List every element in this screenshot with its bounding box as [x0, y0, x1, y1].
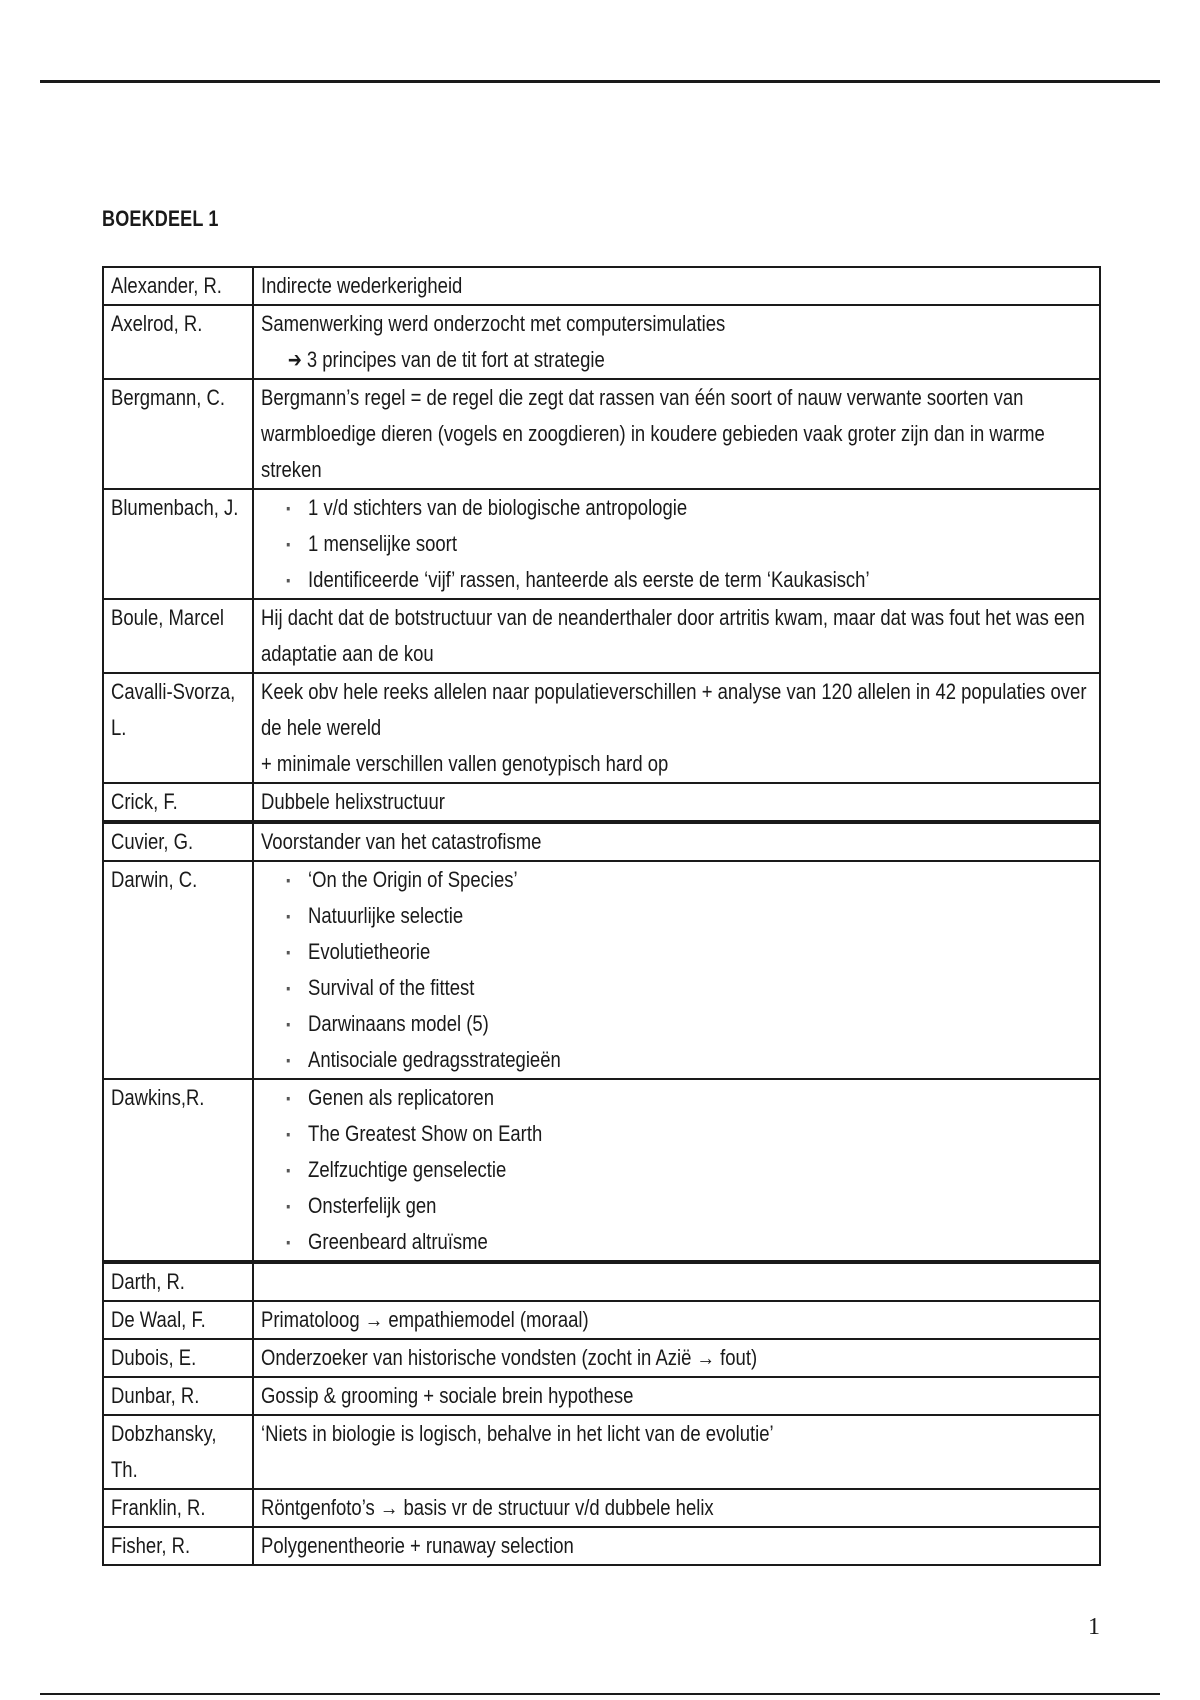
author-name-cell	[103, 1079, 253, 1262]
list-item: ▪ The Greatest Show on Earth	[286, 1116, 1092, 1152]
author-name: Alexander, R.	[111, 273, 222, 298]
description-cell	[253, 861, 1100, 1079]
author-name-cell	[103, 861, 253, 1079]
list-item: ▪ Genen als replicatoren	[286, 1080, 1092, 1116]
table-row	[103, 379, 1100, 489]
author-name-cell	[103, 599, 253, 673]
description-cell	[253, 822, 1100, 861]
author-name: Dubois, E.	[111, 1345, 197, 1370]
list-item: ▪ Antisociale gedragsstrategieën	[286, 1042, 1092, 1078]
description-cell	[253, 1527, 1100, 1565]
description-cell	[253, 1301, 1100, 1339]
description-line: + minimale verschillen vallen genotypisch hard op	[261, 751, 669, 776]
glossary-table	[102, 266, 1101, 1566]
list-item: ▪ Greenbeard altruïsme	[286, 1224, 1092, 1260]
author-name: Cavalli-Svorza, L.	[111, 679, 236, 740]
table-row	[103, 267, 1100, 305]
description-line: ‘Niets in biologie is logisch, behalve in het licht van de evolutie’	[261, 1421, 774, 1446]
list-item: ▪ Darwinaans model (5)	[286, 1006, 1092, 1042]
author-name: Bergmann, C.	[111, 385, 226, 410]
table-row	[103, 861, 1100, 1079]
table-row	[103, 599, 1100, 673]
description-line: Keek obv hele reeks allelen naar populatieverschillen + analyse van 120 allelen in 42 populaties over de hele wereld	[261, 679, 1087, 740]
list-item: ▪ Evolutietheorie	[286, 934, 1092, 970]
author-name-cell	[103, 1377, 253, 1415]
description-line: Hij dacht dat de botstructuur van de neanderthaler door artritis kwam, maar dat was fout het was een adaptatie aan de kou	[261, 605, 1085, 666]
description-line: Samenwerking werd onderzocht met computersimulaties	[261, 311, 726, 336]
author-name-cell	[103, 1339, 253, 1377]
author-name: Dawkins,R.	[111, 1085, 205, 1110]
author-name-cell	[103, 379, 253, 489]
author-name-cell	[103, 822, 253, 861]
author-name-cell	[103, 783, 253, 822]
description-line: Bergmann’s regel = de regel die zegt dat rassen van één soort of nauw verwante soorten van warmbloedige dieren (vogels en zoogdieren) in koudere gebieden vaak groter zijn dan in warme streken	[261, 385, 1045, 482]
table-row	[103, 1377, 1100, 1415]
description-cell	[253, 1339, 1100, 1377]
table-row	[103, 822, 1100, 861]
list-item: ▪ Identificeerde ‘vijf’ rassen, hanteerde als eerste de term ‘Kaukasisch’	[286, 562, 1092, 598]
description-line: Voorstander van het catastrofisme	[261, 829, 542, 854]
description-cell	[253, 1377, 1100, 1415]
arrow-right-icon: ➔	[287, 347, 302, 372]
description-line: Polygenentheorie + runaway selection	[261, 1533, 574, 1558]
table-row	[103, 783, 1100, 822]
description-cell	[253, 489, 1100, 599]
table-row	[103, 1339, 1100, 1377]
author-name: Dobzhansky, Th.	[111, 1421, 217, 1482]
table-row	[103, 673, 1100, 783]
description-line: Primatoloog → empathiemodel (moraal)	[261, 1307, 589, 1332]
author-name: Fisher, R.	[111, 1533, 191, 1558]
arrow-line	[261, 342, 1093, 378]
description-cell	[253, 267, 1100, 305]
description-cell	[253, 1079, 1100, 1262]
table-row	[103, 1527, 1100, 1565]
description-cell	[253, 783, 1100, 822]
bullet-list	[261, 490, 1093, 598]
table-row	[103, 1301, 1100, 1339]
list-item: ▪ Natuurlijke selectie	[286, 898, 1092, 934]
list-item: ▪ Onsterfelijk gen	[286, 1188, 1092, 1224]
author-name: Cuvier, G.	[111, 829, 194, 854]
table-row	[103, 1262, 1100, 1301]
author-name: Darth, R.	[111, 1269, 185, 1294]
author-name-cell	[103, 489, 253, 599]
author-name-cell	[103, 305, 253, 379]
description-cell	[253, 1489, 1100, 1527]
author-name: Blumenbach, J.	[111, 495, 239, 520]
author-name-cell	[103, 1527, 253, 1565]
description-cell	[253, 1262, 1100, 1301]
author-name: Franklin, R.	[111, 1495, 206, 1520]
footer-rule	[40, 1693, 1160, 1695]
table-row	[103, 1415, 1100, 1489]
description-cell	[253, 379, 1100, 489]
description-line: Gossip & grooming + sociale brein hypothese	[261, 1383, 634, 1408]
section-heading: BOEKDEEL 1	[102, 206, 219, 231]
list-item: ▪ Zelfzuchtige genselectie	[286, 1152, 1092, 1188]
table-row	[103, 1489, 1100, 1527]
header-rule	[40, 80, 1160, 83]
author-name: Axelrod, R.	[111, 311, 203, 336]
page-number: 1	[1088, 1614, 1100, 1640]
description-cell	[253, 599, 1100, 673]
author-name-cell	[103, 267, 253, 305]
description-line: Indirecte wederkerigheid	[261, 273, 463, 298]
description-line: Dubbele helixstructuur	[261, 789, 445, 814]
description-line: Onderzoeker van historische vondsten (zocht in Azië → fout)	[261, 1345, 758, 1370]
description-cell	[253, 1415, 1100, 1489]
author-name: Boule, Marcel	[111, 605, 224, 630]
bullet-list	[261, 862, 1093, 1078]
list-item: ▪ Survival of the fittest	[286, 970, 1092, 1006]
table-row	[103, 1079, 1100, 1262]
description-cell	[253, 673, 1100, 783]
author-name-cell	[103, 1489, 253, 1527]
author-name: Dunbar, R.	[111, 1383, 200, 1408]
arrow-line-text: 3 principes van de tit fort at strategie	[306, 347, 605, 372]
author-name-cell	[103, 673, 253, 783]
author-name-cell	[103, 1415, 253, 1489]
table-row	[103, 489, 1100, 599]
author-name: Darwin, C.	[111, 867, 198, 892]
list-item: ▪ 1 v/d stichters van de biologische antropologie	[286, 490, 1092, 526]
author-name: De Waal, F.	[111, 1307, 206, 1332]
author-name: Crick, F.	[111, 789, 178, 814]
bullet-list	[261, 1080, 1093, 1260]
author-name-cell	[103, 1262, 253, 1301]
list-item: ▪ 1 menselijke soort	[286, 526, 1092, 562]
table-row	[103, 305, 1100, 379]
description-cell	[253, 305, 1100, 379]
description-line	[261, 1264, 1093, 1300]
author-name-cell	[103, 1301, 253, 1339]
description-line: Röntgenfoto’s → basis vr de structuur v/d dubbele helix	[261, 1495, 714, 1520]
list-item: ▪ ‘On the Origin of Species’	[286, 862, 1092, 898]
